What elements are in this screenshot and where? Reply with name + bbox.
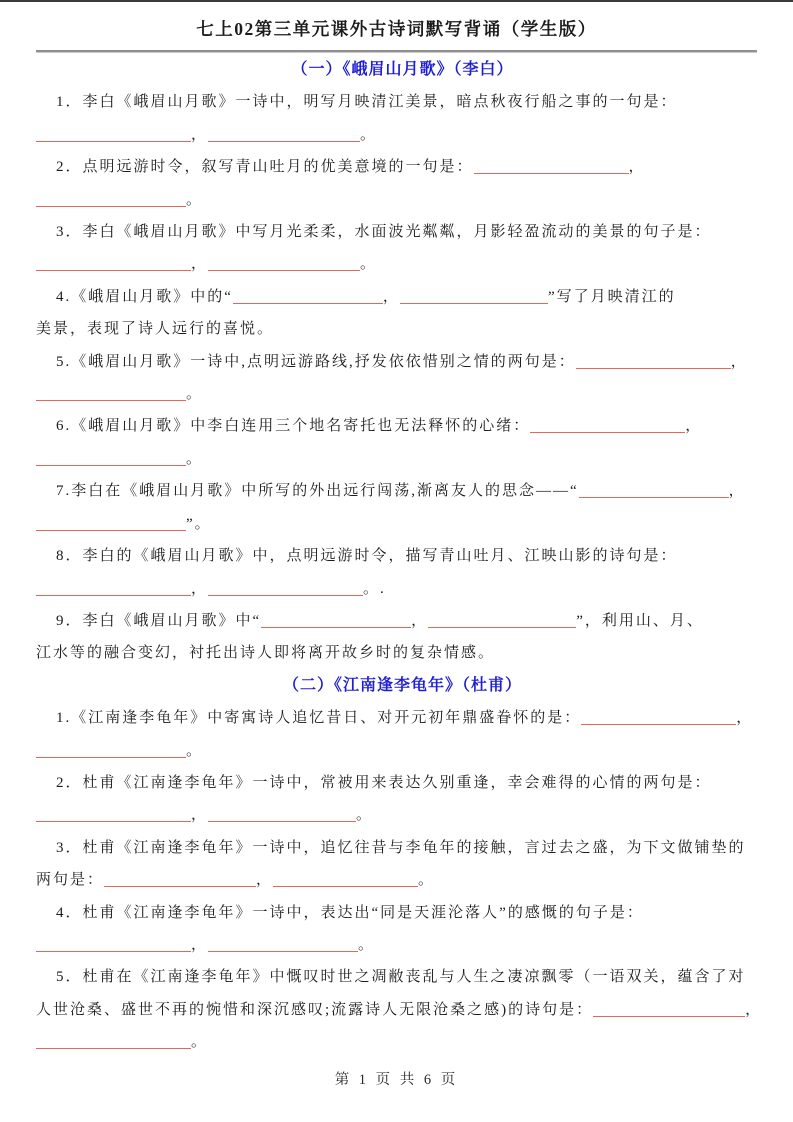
answer-blank — [261, 613, 411, 628]
text-line — [36, 119, 769, 151]
question-text: 6.《峨眉山月歌》中李白连用三个地名寄托也无法释怀的心绪： — [56, 418, 531, 435]
question-text: 。 — [360, 256, 378, 273]
question-text: ， — [411, 612, 429, 629]
answer-blank — [208, 581, 363, 596]
question-text: ， — [256, 872, 274, 889]
answer-blank — [36, 386, 186, 401]
answer-blank — [208, 256, 360, 271]
text-line — [36, 637, 769, 669]
text-line — [36, 248, 769, 280]
answer-blank — [593, 1002, 745, 1017]
question-text: 2．杜甫《江南逢李龟年》一诗中，常被用来表达久别重逢，幸会难得的心情的两句是： — [56, 774, 712, 791]
question-text: 。 — [360, 126, 378, 143]
answer-blank — [36, 581, 191, 596]
question-text: ”。 — [186, 515, 212, 532]
text-line — [36, 346, 769, 378]
page-number-footer: 第 1 页 共 6 页 — [334, 1072, 459, 1088]
text-line — [36, 86, 769, 118]
text-line — [36, 281, 769, 313]
answer-blank — [474, 159, 629, 174]
answer-blank — [104, 872, 256, 887]
answer-blank — [428, 613, 576, 628]
text-line — [36, 897, 769, 929]
answer-blank — [233, 289, 383, 304]
question-text: 人世沧桑、盛世不再的惋惜和深沉感叹;流露诗人无限沧桑之感)的诗句是： — [36, 1001, 594, 1018]
question-text: 9．李白《峨眉山月歌》中“ — [56, 612, 262, 629]
text-line — [36, 443, 769, 475]
question-text: 江水等的融合变幻，衬托出诗人即将离开故乡时的复杂情感。 — [36, 645, 496, 662]
text-line — [36, 508, 769, 540]
answer-blank — [530, 418, 685, 433]
question-text: 。 — [186, 742, 204, 759]
question-text: 5.《峨眉山月歌》一诗中,点明远游路线,抒发依依惜别之情的两句是： — [56, 353, 576, 370]
question-text: 。 — [186, 386, 204, 403]
question-text: ， — [736, 710, 754, 727]
question-text: 3．李白《峨眉山月歌》中写月光柔柔，水面波光粼粼，月影轻盈流动的美景的句子是： — [56, 224, 712, 241]
section-heading: （二）《江南逢李龟年》（杜甫） — [282, 676, 522, 694]
question-text: 美景，表现了诗人远行的喜悦。 — [36, 321, 275, 338]
text-line — [36, 573, 769, 605]
text-line — [36, 151, 769, 183]
question-text: 两句是： — [36, 872, 105, 889]
answer-blank — [36, 127, 191, 142]
question-text: ， — [191, 807, 209, 824]
text-line — [36, 767, 769, 799]
question-text: 1.《江南逢李龟年》中寄寓诗人追忆昔日、对开元初年鼎盛眷怀的是： — [56, 710, 582, 727]
text-line — [36, 735, 769, 767]
text-line — [36, 605, 769, 637]
answer-blank — [36, 743, 186, 758]
answer-blank — [36, 1034, 191, 1049]
text-line — [36, 864, 769, 896]
answer-blank — [36, 256, 191, 271]
question-text: 1．李白《峨眉山月歌》一诗中，明写月映清江美景，暗点秋夜行船之事的一句是： — [56, 94, 678, 111]
text-line — [36, 961, 769, 993]
question-text: ， — [191, 936, 209, 953]
question-text: 2．点明远游时令，叙写青山吐月的优美意境的一句是： — [56, 159, 474, 176]
question-text: 4.《峨眉山月歌》中的“ — [56, 288, 233, 305]
text-line — [36, 702, 769, 734]
question-text: 4．杜甫《江南逢李龟年》一诗中，表达出“同是天涯沦落人”的感慨的句子是： — [56, 904, 644, 921]
text-line — [36, 216, 769, 248]
question-text: ， — [628, 159, 646, 176]
answer-blank — [36, 192, 186, 207]
document-title: 七上02第三单元课外古诗词默写背诵（学生版） — [196, 19, 597, 39]
answer-blank — [36, 807, 191, 822]
question-text: 3．杜甫《江南逢李龟年》一诗中，追忆往昔与李龟年的接触，言过去之盛，为下文做铺垫的 — [56, 839, 746, 856]
question-text: 7.李白在《峨眉山月歌》中所写的外出远行闯荡,渐离友人的思念——“ — [56, 483, 579, 500]
question-text: ， — [191, 580, 209, 597]
question-text: ， — [730, 353, 748, 370]
question-text: ， — [191, 126, 209, 143]
question-text: 5．杜甫在《江南逢李龟年》中慨叹时世之凋敝丧乱与人生之凄凉飘零（一语双关，蕴含了对 — [56, 969, 746, 986]
answer-blank — [208, 937, 358, 952]
question-text: 。 — [356, 807, 374, 824]
question-text: ， — [745, 1001, 763, 1018]
question-text: ， — [685, 418, 703, 435]
text-line — [36, 929, 769, 961]
text-line — [36, 994, 769, 1026]
question-text: ， — [191, 256, 209, 273]
question-text: ， — [728, 483, 746, 500]
text-line — [36, 832, 769, 864]
question-text: 。 — [358, 936, 376, 953]
question-text: ”写了月映清江的 — [547, 288, 676, 305]
answer-blank — [400, 289, 548, 304]
question-text: 。 — [186, 191, 204, 208]
question-text: 8．李白的《峨眉山月歌》中，点明远游时令，描写青山吐月、江映山影的诗句是： — [56, 548, 678, 565]
text-line — [36, 799, 769, 831]
text-line — [36, 184, 769, 216]
answer-blank — [36, 937, 191, 952]
answer-blank — [579, 483, 729, 498]
question-text: ”，利用山、月、 — [576, 612, 704, 629]
document-body — [36, 54, 769, 1059]
section-heading: （一）《峨眉山月歌》（李白） — [291, 61, 514, 78]
answer-blank — [576, 354, 731, 369]
text-line — [36, 475, 769, 507]
answer-blank — [273, 872, 418, 887]
text-line — [36, 313, 769, 345]
answer-blank — [581, 710, 736, 725]
answer-blank — [36, 451, 186, 466]
question-text: 。 — [191, 1034, 209, 1051]
question-text: 。 — [186, 450, 204, 467]
text-line — [36, 1026, 769, 1058]
question-text: ， — [382, 288, 400, 305]
text-line — [36, 410, 769, 442]
answer-blank — [208, 807, 356, 822]
question-text: 。. — [363, 580, 386, 597]
text-line — [36, 540, 769, 572]
question-text: 。 — [418, 872, 436, 889]
title-divider — [36, 50, 757, 52]
answer-blank — [208, 127, 360, 142]
text-line — [36, 378, 769, 410]
answer-blank — [36, 516, 186, 531]
